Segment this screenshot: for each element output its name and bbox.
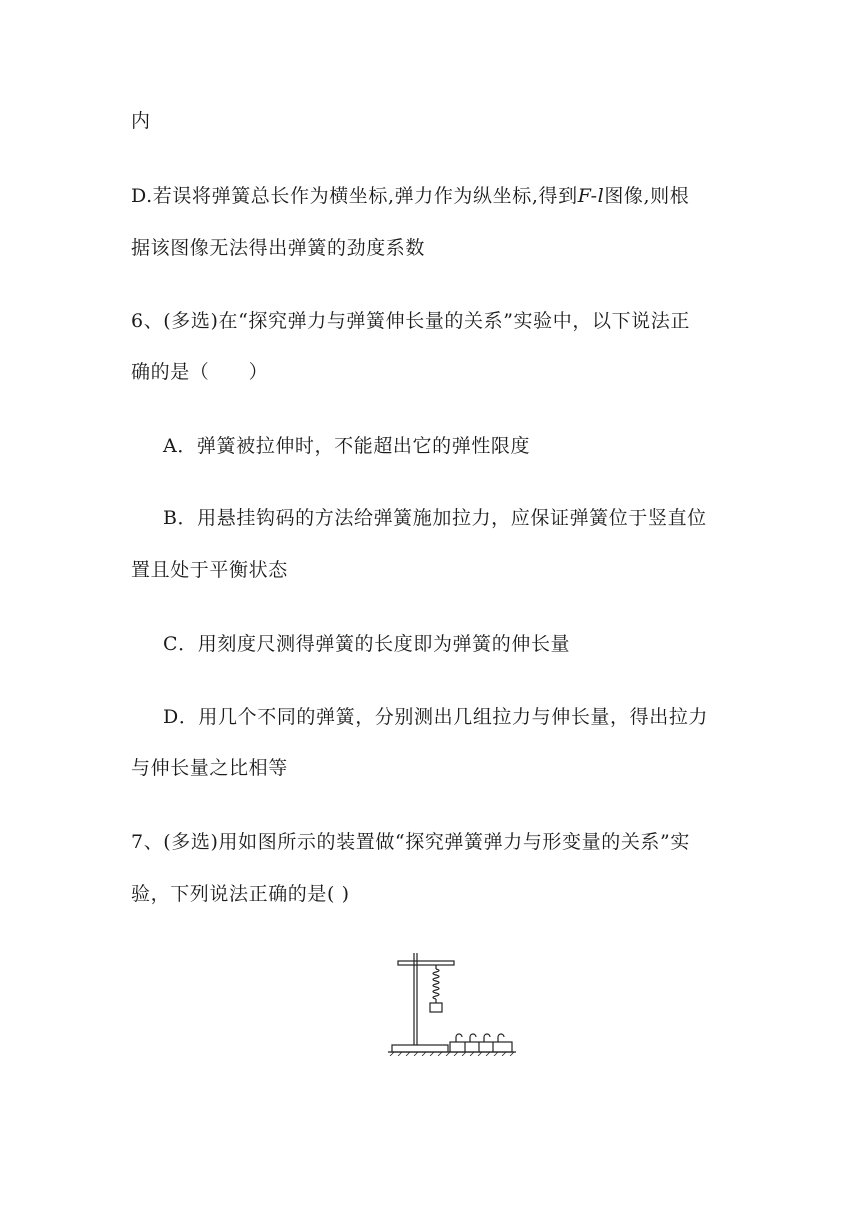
question-6-option-b-line-1: B．用悬挂钩码的方法给弹簧施加拉力，应保证弹簧位于竖直位 (163, 507, 707, 529)
option-d-line-1 (131, 181, 689, 208)
text-line-1: 内 (131, 110, 151, 132)
option-d-text-b: 图像,则根 (604, 185, 690, 207)
option-d-line-2: 据该图像无法得出弹簧的劲度系数 (131, 237, 426, 259)
question-6-option-c: C．用刻度尺测得弹簧的长度即为弹簧的伸长量 (163, 633, 571, 655)
question-6-line-1: 6、(多选)在“探究弹力与弹簧伸长量的关系”实验中，以下说法正 (131, 310, 690, 332)
spring-stand-apparatus-icon (384, 948, 524, 1056)
question-7-line-2: 验，下列说法正确的是( ) (131, 883, 350, 905)
question-6-option-a: A．弹簧被拉伸时，不能超出它的弹性限度 (163, 435, 531, 457)
question-6-option-d-line-2: 与伸长量之比相等 (131, 757, 288, 779)
question-7-line-1: 7、(多选)用如图所示的装置做“探究弹簧弹力与形变量的关系”实 (131, 831, 690, 853)
question-6-line-2: 确的是（ ） (131, 361, 269, 383)
option-d-variable: F-l (577, 185, 605, 207)
option-d-text-a: D.若误将弹簧总长作为横坐标,弹力作为纵坐标,得到 (131, 185, 578, 207)
question-6-option-d-line-1: D．用几个不同的弹簧，分别测出几组拉力与伸长量，得出拉力 (163, 706, 709, 728)
question-6-option-b-line-2: 置且处于平衡状态 (131, 559, 288, 581)
